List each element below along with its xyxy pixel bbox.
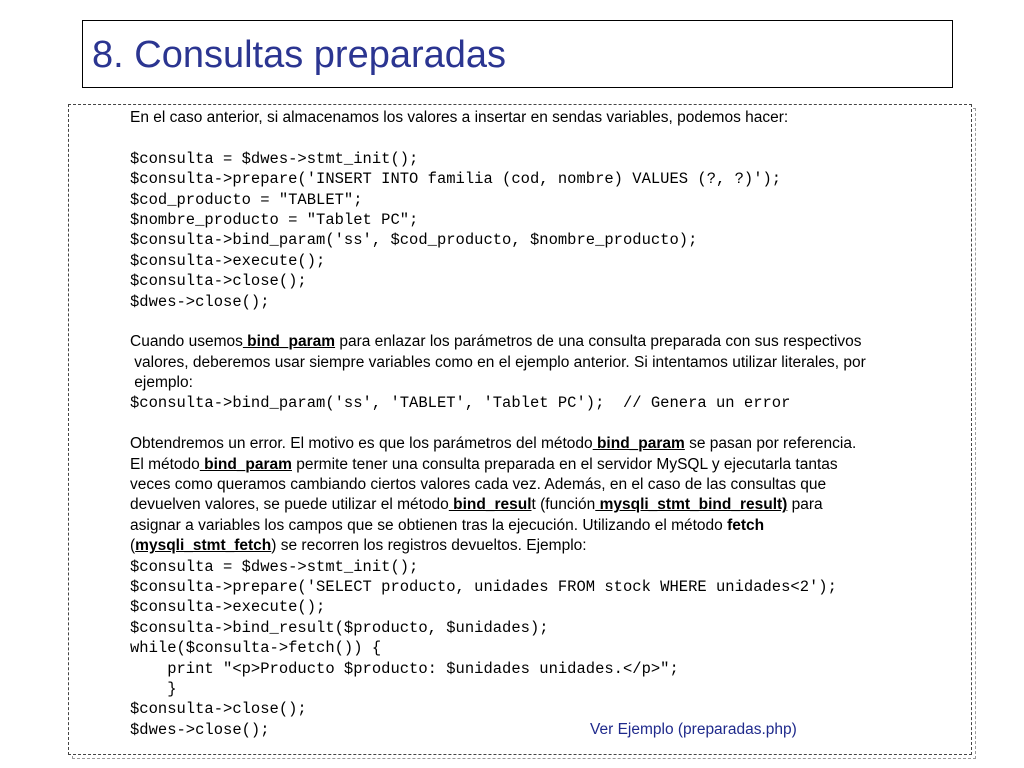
spacer	[130, 414, 960, 434]
keyword-bind-result[interactable]: bind_resul	[448, 496, 532, 514]
paragraph-text: El método	[130, 455, 200, 473]
intro-text: En el caso anterior, si almacenamos los valores a insertar en sendas variables, podemos hacer:	[130, 109, 789, 126]
paragraph-text: (	[130, 537, 136, 555]
paragraph-line	[130, 495, 960, 515]
keyword-bind-param[interactable]: bind_param	[242, 333, 336, 351]
code-line: $consulta->prepare('SELECT producto, unidades FROM stock WHERE unidades<2');	[130, 577, 837, 596]
code-line: $consulta->execute();	[130, 598, 326, 617]
slide-content	[130, 108, 960, 740]
paragraph-text: para enlazar los parámetros de una consulta preparada con sus respectivos	[335, 333, 862, 351]
code-line: $consulta->bind_param('ss', $cod_producto, $nombre_producto);	[130, 231, 698, 250]
paragraph-line: veces como queramos cambiando ciertos valores cada vez. Además, en el caso de las consultas que	[130, 476, 827, 494]
title-box	[82, 20, 953, 88]
code-line: $consulta->bind_result($producto, $unidades);	[130, 618, 549, 637]
paragraph-line	[130, 536, 960, 556]
paragraph-text: t (función	[531, 496, 596, 514]
paragraph-text: Obtendremos un error. El motivo es que los parámetros del método	[130, 435, 593, 453]
code-line: $consulta->close();	[130, 272, 307, 291]
keyword-bind-param[interactable]: bind_param	[199, 455, 292, 473]
code-line-error-example: $consulta->bind_param('ss', 'TABLET', 'Tablet PC'); // Genera un error	[130, 394, 791, 413]
code-line: $consulta = $dwes->stmt_init();	[130, 149, 419, 168]
paragraph-text: ) se recorren los registros devueltos. Ejemplo:	[271, 537, 587, 555]
code-line: }	[130, 679, 177, 698]
code-line: $dwes->close();	[130, 292, 270, 311]
paragraph-line	[130, 516, 960, 536]
paragraph-text: devuelven valores, se puede utilizar el método	[130, 496, 449, 514]
code-line: $consulta->execute();	[130, 251, 326, 270]
code-line: $dwes->close();	[130, 720, 270, 739]
code-line: $consulta->prepare('INSERT INTO familia (cod, nombre) VALUES (?, ?)');	[130, 170, 782, 189]
keyword-mysqli-stmt-fetch[interactable]: mysqli_stmt_fetch	[135, 537, 272, 555]
spacer	[130, 128, 960, 148]
code-line: while($consulta->fetch()) {	[130, 639, 382, 658]
code-line: $cod_producto = "TABLET";	[130, 190, 363, 209]
paragraph-line: valores, deberemos usar siempre variables como en el ejemplo anterior. Si intentamos utilizar literales, por	[130, 353, 866, 371]
paragraph-text: asignar a variables los campos que se obtienen tras la ejecución. Utilizando el método	[130, 516, 728, 534]
paragraph-line	[130, 332, 960, 352]
keyword-bind-param[interactable]: bind_param	[592, 435, 685, 453]
code-line: $consulta->close();	[130, 700, 307, 719]
paragraph-line: ejemplo:	[130, 374, 193, 392]
paragraph-line	[130, 455, 960, 475]
paragraph-text: Cuando usemos	[130, 333, 243, 351]
spacer	[130, 312, 960, 332]
paragraph-text: se pasan por referencia.	[684, 435, 857, 453]
code-line: $consulta = $dwes->stmt_init();	[130, 557, 419, 576]
paragraph-text: para	[787, 496, 823, 514]
keyword-fetch: fetch	[727, 516, 765, 534]
code-line: $nombre_producto = "Tablet PC";	[130, 210, 419, 229]
paragraph-text: permite tener una consulta preparada en el servidor MySQL y ejecutarla tantas	[291, 455, 838, 473]
slide-title: 8. Consultas preparadas	[92, 34, 507, 76]
code-line: print "<p>Producto $producto: $unidades unidades.</p>";	[130, 659, 679, 678]
example-link[interactable]: Ver Ejemplo (preparadas.php)	[590, 721, 797, 738]
paragraph-line	[130, 434, 960, 454]
keyword-mysqli-stmt-bind-result[interactable]: mysqli_stmt_bind_result)	[595, 496, 788, 514]
